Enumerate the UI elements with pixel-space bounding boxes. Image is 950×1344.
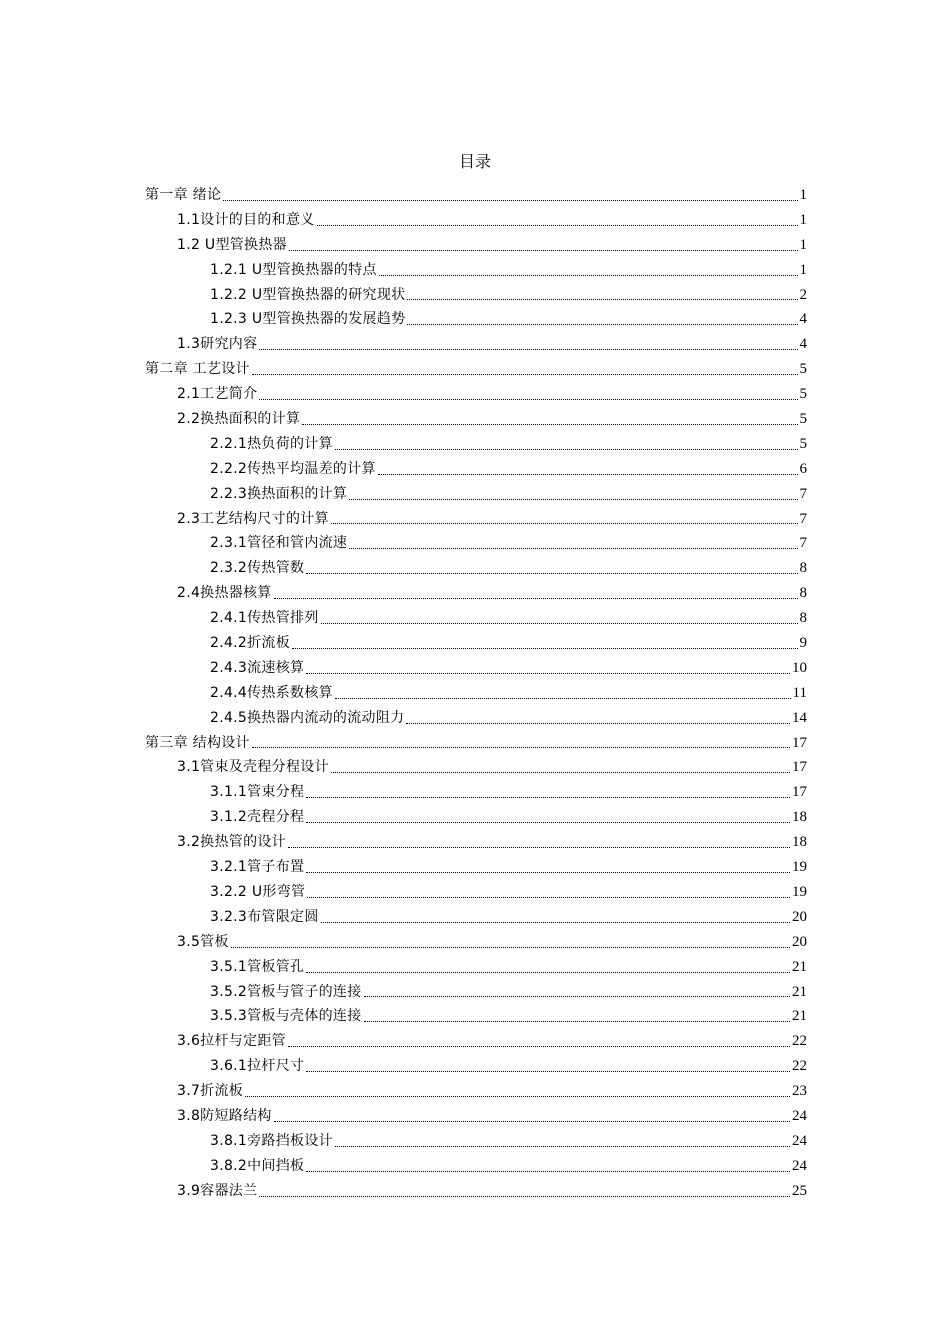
toc-entry-page-number: 21 xyxy=(792,1008,807,1025)
toc-entry-label: 3.5.3管板与壳体的连接 xyxy=(210,1008,362,1025)
toc-dot-leader xyxy=(231,947,790,948)
toc-entry-page-number: 22 xyxy=(792,1058,807,1075)
toc-entry-page-number: 4 xyxy=(799,311,807,328)
toc-entry-label: 3.2.3布管限定圆 xyxy=(210,908,319,925)
toc-entry-label: 3.1.2壳程分程 xyxy=(210,809,305,826)
toc-entry-level-3[interactable] xyxy=(145,780,807,805)
toc-entry-label: 第三章 结构设计 xyxy=(145,734,250,751)
toc-entry-level-2[interactable] xyxy=(145,1179,807,1204)
toc-entry-level-3[interactable] xyxy=(145,980,807,1005)
toc-entry-label: 1.2.2 U型管换热器的研究现状 xyxy=(210,286,406,303)
toc-entry-level-3[interactable] xyxy=(145,905,807,930)
toc-dot-leader xyxy=(317,225,798,226)
toc-entry-level-2[interactable] xyxy=(145,755,807,780)
toc-entry-page-number: 1 xyxy=(799,211,807,228)
toc-dot-leader xyxy=(302,424,797,425)
toc-dot-leader xyxy=(223,200,797,201)
toc-dot-leader xyxy=(306,1171,790,1172)
toc-entry-page-number: 17 xyxy=(792,734,807,751)
toc-dot-leader xyxy=(335,698,791,699)
toc-dot-leader xyxy=(274,1121,790,1122)
toc-dot-leader xyxy=(292,648,797,649)
toc-entry-label: 3.5.1管板管孔 xyxy=(210,958,305,975)
toc-entry-page-number: 17 xyxy=(792,759,807,776)
toc-entry-page-number: 2 xyxy=(799,286,807,303)
toc-entry-page-number: 25 xyxy=(792,1182,807,1199)
toc-dot-leader xyxy=(259,1196,790,1197)
toc-dot-leader xyxy=(274,598,798,599)
toc-entry-level-2[interactable] xyxy=(145,382,807,407)
toc-entry-page-number: 24 xyxy=(792,1107,807,1124)
toc-entry-page-number: 22 xyxy=(792,1033,807,1050)
toc-entry-level-3[interactable] xyxy=(145,855,807,880)
toc-entry-level-3[interactable] xyxy=(145,457,807,482)
toc-dot-leader xyxy=(245,1096,790,1097)
toc-entry-page-number: 5 xyxy=(799,411,807,428)
toc-entry-page-number: 4 xyxy=(799,336,807,353)
toc-entry-page-number: 9 xyxy=(799,635,807,652)
toc-entry-label: 2.4.3流速核算 xyxy=(210,659,305,676)
toc-dot-leader xyxy=(349,548,797,549)
toc-entry-level-3[interactable] xyxy=(145,1054,807,1079)
toc-entry-level-2[interactable] xyxy=(145,830,807,855)
toc-dot-leader xyxy=(252,747,790,748)
toc-entry-level-3[interactable] xyxy=(145,805,807,830)
toc-entry-page-number: 18 xyxy=(792,834,807,851)
toc-dot-leader xyxy=(331,523,798,524)
toc-entry-label: 2.4.4传热系数核算 xyxy=(210,684,333,701)
toc-entry-label: 3.5管板 xyxy=(177,933,229,950)
toc-dot-leader xyxy=(349,499,797,500)
toc-entry-page-number: 8 xyxy=(799,610,807,627)
toc-entry-page-number: 7 xyxy=(799,485,807,502)
toc-entry-page-number: 19 xyxy=(792,883,807,900)
toc-entry-label: 1.2.3 U型管换热器的发展趋势 xyxy=(210,311,406,328)
toc-entry-page-number: 21 xyxy=(792,983,807,1000)
toc-entry-label: 3.8.1旁路挡板设计 xyxy=(210,1132,333,1149)
toc-entry-page-number: 17 xyxy=(792,784,807,801)
toc-entry-level-2[interactable] xyxy=(145,1029,807,1054)
toc-dot-leader xyxy=(306,573,797,574)
toc-entry-page-number: 19 xyxy=(792,859,807,876)
toc-dot-leader xyxy=(288,847,790,848)
toc-entry-level-2[interactable] xyxy=(145,930,807,955)
toc-entry-label: 3.6拉杆与定距管 xyxy=(177,1033,286,1050)
toc-entry-page-number: 18 xyxy=(792,809,807,826)
toc-entry-page-number: 7 xyxy=(799,510,807,527)
toc-dot-leader xyxy=(321,922,790,923)
toc-entry-label: 2.2.1热负荷的计算 xyxy=(210,435,333,452)
toc-entry-level-3[interactable] xyxy=(145,880,807,905)
toc-entry-label: 3.7折流板 xyxy=(177,1083,244,1100)
toc-dot-leader xyxy=(406,723,790,724)
toc-entry-label: 1.2 U型管换热器 xyxy=(177,236,287,253)
toc-dot-leader xyxy=(288,1046,790,1047)
toc-entry-level-3[interactable] xyxy=(145,1129,807,1154)
toc-dot-leader xyxy=(331,772,790,773)
toc-entry-level-2[interactable] xyxy=(145,507,807,532)
toc-entry-page-number: 5 xyxy=(799,361,807,378)
toc-entry-label: 3.6.1拉杆尺寸 xyxy=(210,1058,305,1075)
toc-entry-level-2[interactable] xyxy=(145,332,807,357)
toc-dot-leader xyxy=(252,374,798,375)
toc-entry-label: 2.4.1传热管排列 xyxy=(210,610,319,627)
toc-entry-page-number: 1 xyxy=(799,236,807,253)
toc-dot-leader xyxy=(306,822,790,823)
toc-entry-level-1[interactable] xyxy=(145,183,807,208)
toc-entry-label: 3.8.2中间挡板 xyxy=(210,1157,305,1174)
toc-entry-label: 3.1管束及壳程分程设计 xyxy=(177,759,329,776)
toc-entry-label: 2.2换热面积的计算 xyxy=(177,411,301,428)
toc-entry-level-1[interactable] xyxy=(145,731,807,756)
toc-dot-leader xyxy=(259,399,797,400)
toc-entry-level-3[interactable] xyxy=(145,706,807,731)
toc-entry-page-number: 5 xyxy=(799,386,807,403)
toc-entry-label: 3.2换热管的设计 xyxy=(177,834,286,851)
toc-entry-label: 1.2.1 U型管换热器的特点 xyxy=(210,261,377,278)
toc-entry-label: 2.4换热器核算 xyxy=(177,585,272,602)
toc-entry-page-number: 23 xyxy=(792,1083,807,1100)
toc-dot-leader xyxy=(306,972,790,973)
toc-dot-leader xyxy=(335,449,798,450)
toc-entry-label: 3.2.1管子布置 xyxy=(210,859,305,876)
toc-dot-leader xyxy=(307,897,790,898)
toc-entry-level-2[interactable] xyxy=(145,1079,807,1104)
toc-entry-page-number: 20 xyxy=(792,933,807,950)
toc-title: 目录 xyxy=(458,152,491,171)
toc-entry-page-number: 21 xyxy=(792,958,807,975)
toc-entry-level-3[interactable] xyxy=(145,556,807,581)
toc-entry-label: 第一章 绪论 xyxy=(145,187,222,203)
toc-entry-label: 2.1工艺简介 xyxy=(177,386,258,403)
toc-entry-level-3[interactable] xyxy=(145,955,807,980)
toc-entry-label: 3.2.2 U形弯管 xyxy=(210,883,306,900)
toc-entry-label: 2.4.5换热器内流动的流动阻力 xyxy=(210,709,405,726)
toc-dot-leader xyxy=(335,1146,790,1147)
toc-entry-page-number: 5 xyxy=(799,435,807,452)
toc-dot-leader xyxy=(407,299,797,300)
toc-entry-level-3[interactable] xyxy=(145,681,807,706)
toc-dot-leader xyxy=(306,797,790,798)
toc-entry-level-2[interactable] xyxy=(145,233,807,258)
toc-entry-page-number: 7 xyxy=(799,535,807,552)
toc-dot-leader xyxy=(306,673,790,674)
toc-entry-level-3[interactable] xyxy=(145,482,807,507)
toc-dot-leader xyxy=(259,349,797,350)
toc-entry-page-number: 24 xyxy=(792,1132,807,1149)
toc-dot-leader xyxy=(407,324,797,325)
toc-entry-label: 2.3.1管径和管内流速 xyxy=(210,535,348,552)
toc-entry-level-3[interactable] xyxy=(145,432,807,457)
toc-entry-label: 2.3工艺结构尺寸的计算 xyxy=(177,510,329,527)
toc-entry-level-3[interactable] xyxy=(145,1004,807,1029)
toc-entry-page-number: 1 xyxy=(799,187,807,203)
toc-entry-label: 3.8防短路结构 xyxy=(177,1107,272,1124)
toc-entry-label: 1.1设计的目的和意义 xyxy=(177,211,315,228)
table-of-contents xyxy=(145,183,807,1204)
toc-dot-leader xyxy=(306,872,790,873)
toc-entry-level-2[interactable] xyxy=(145,208,807,233)
toc-entry-label: 2.4.2折流板 xyxy=(210,635,291,652)
toc-entry-page-number: 8 xyxy=(799,560,807,577)
toc-entry-level-2[interactable] xyxy=(145,1104,807,1129)
toc-entry-label: 3.1.1管束分程 xyxy=(210,784,305,801)
toc-entry-page-number: 10 xyxy=(792,659,807,676)
toc-entry-level-3[interactable] xyxy=(145,1154,807,1179)
toc-dot-leader xyxy=(364,996,790,997)
toc-entry-page-number: 6 xyxy=(799,460,807,477)
toc-entry-page-number: 8 xyxy=(799,585,807,602)
toc-entry-level-3[interactable] xyxy=(145,258,807,283)
toc-entry-page-number: 20 xyxy=(792,908,807,925)
toc-entry-level-3[interactable] xyxy=(145,631,807,656)
toc-entry-label: 1.3研究内容 xyxy=(177,336,258,353)
toc-entry-level-3[interactable] xyxy=(145,656,807,681)
toc-entry-level-2[interactable] xyxy=(145,407,807,432)
toc-entry-page-number: 11 xyxy=(792,684,807,701)
toc-entry-page-number: 14 xyxy=(792,709,807,726)
toc-entry-label: 第二章 工艺设计 xyxy=(145,361,250,378)
toc-entry-page-number: 24 xyxy=(792,1157,807,1174)
toc-entry-level-3[interactable] xyxy=(145,283,807,308)
toc-entry-level-3[interactable] xyxy=(145,307,807,332)
toc-dot-leader xyxy=(306,1071,790,1072)
toc-dot-leader xyxy=(364,1021,790,1022)
toc-entry-label: 3.5.2管板与管子的连接 xyxy=(210,983,362,1000)
toc-dot-leader xyxy=(289,250,798,251)
toc-entry-level-3[interactable] xyxy=(145,606,807,631)
toc-entry-level-1[interactable] xyxy=(145,357,807,382)
toc-entry-label: 2.2.3换热面积的计算 xyxy=(210,485,348,502)
toc-dot-leader xyxy=(378,474,798,475)
toc-entry-label: 2.3.2传热管数 xyxy=(210,560,305,577)
toc-dot-leader xyxy=(379,275,798,276)
toc-entry-level-2[interactable] xyxy=(145,581,807,606)
toc-entry-level-3[interactable] xyxy=(145,531,807,556)
toc-entry-page-number: 1 xyxy=(799,261,807,278)
toc-entry-label: 2.2.2传热平均温差的计算 xyxy=(210,460,376,477)
toc-dot-leader xyxy=(321,623,798,624)
toc-entry-label: 3.9容器法兰 xyxy=(177,1182,258,1199)
